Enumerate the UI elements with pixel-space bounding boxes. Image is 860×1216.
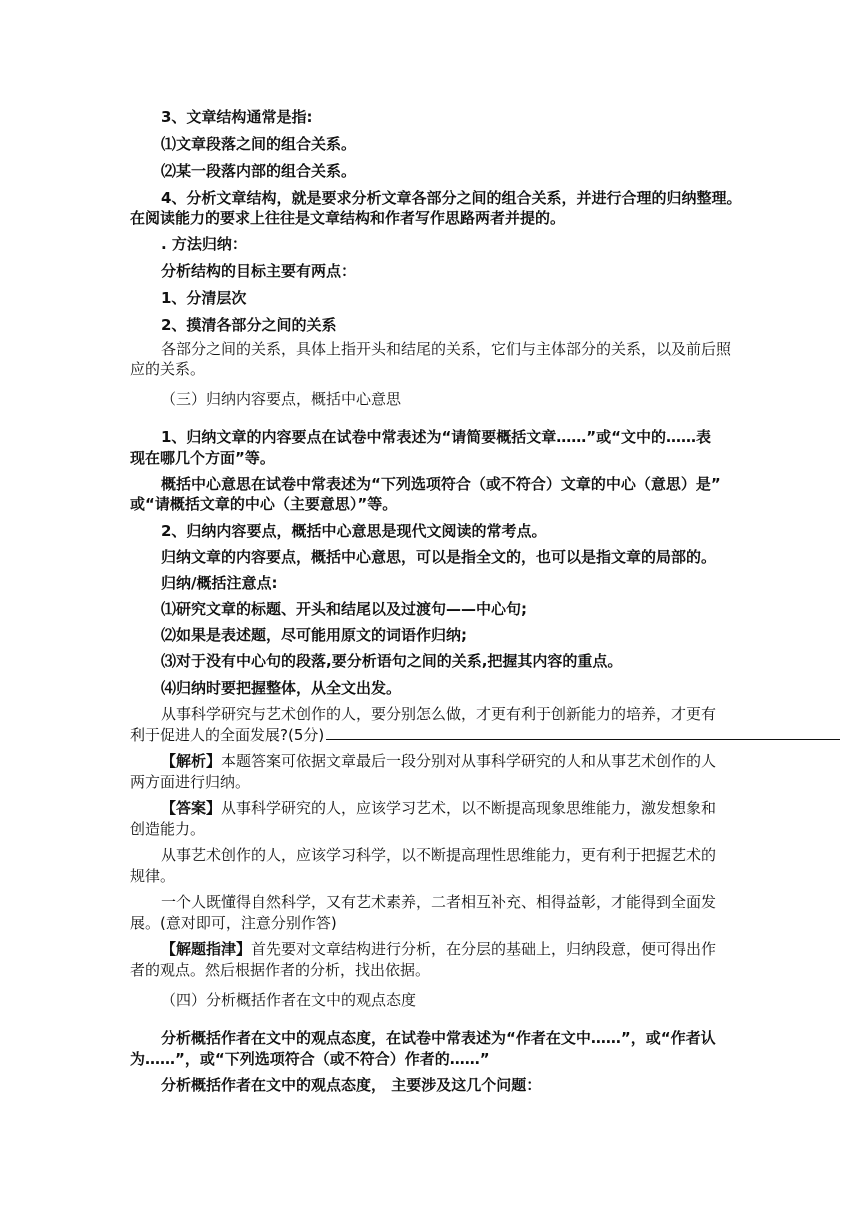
text-line: ⑴文章段落之间的组合关系。 xyxy=(161,135,357,153)
hint-tag: 【解题指津】 xyxy=(161,940,252,958)
text-line: 展。(意对即可，注意分别作答) xyxy=(130,914,337,932)
text-line: 归纳/概括注意点: xyxy=(161,574,278,592)
answer-line xyxy=(161,798,716,818)
text-line: ⑶对于没有中心句的段落,要分析语句之间的关系,把握其内容的重点。 xyxy=(161,652,623,670)
text-line: 4、分析文章结构，就是要求分析文章各部分之间的组合关系，并进行合理的归纳整理。 xyxy=(161,189,742,207)
text-line: 应的关系。 xyxy=(130,360,206,378)
text-line: 归纳文章的内容要点，概括中心意思，可以是指全文的，也可以是指文章的局部的。 xyxy=(161,548,717,566)
answer-blank xyxy=(326,725,840,740)
text-line: 1、归纳文章的内容要点在试卷中常表述为“请简要概括文章……”或“文中的……表 xyxy=(161,428,712,446)
section-heading: （四）分析概括作者在文中的观点态度 xyxy=(161,991,417,1009)
text-line: ⑵如果是表述题，尽可能用原文的词语作归纳; xyxy=(161,626,468,644)
text-line: 2、归纳内容要点，概括中心意思是现代文阅读的常考点。 xyxy=(161,522,547,540)
text-line: 3、文章结构通常是指: xyxy=(161,108,313,126)
text-line: 在阅读能力的要求上往往是文章结构和作者写作思路两者并提的。 xyxy=(130,209,566,227)
text-line: ⑴研究文章的标题、开头和结尾以及过渡句——中心句; xyxy=(161,600,528,618)
text-line: . 方法归纳： xyxy=(161,235,247,253)
hint-line xyxy=(161,939,716,959)
text-line: ⑷归纳时要把握整体，从全文出发。 xyxy=(161,679,402,697)
text-line: 规律。 xyxy=(130,867,176,885)
text-line: 一个人既懂得自然科学，又有艺术素养，二者相互补充、相得益彰，才能得到全面发 xyxy=(161,893,717,911)
question-text: 利于促进人的全面发展?(5分) xyxy=(130,726,325,744)
question-line xyxy=(130,725,840,745)
text-line: 分析结构的目标主要有两点： xyxy=(161,262,357,280)
text-line: 两方面进行归纳。 xyxy=(130,773,251,791)
text-line: 分析概括作者在文中的观点态度，在试卷中常表述为“作者在文中……”，或“作者认 xyxy=(161,1029,716,1047)
text-line: 创造能力。 xyxy=(130,820,206,838)
hint-text: 首先要对文章结构进行分析，在分层的基础上，归纳段意，便可得出作 xyxy=(251,940,717,958)
text-line: 概括中心意思在试卷中常表述为“下列选项符合（或不符合）文章的中心（意思）是” xyxy=(161,475,721,493)
text-line: 为……”，或“下列选项符合（或不符合）作者的……” xyxy=(130,1050,490,1068)
text-line: 者的观点。然后根据作者的分析，找出依据。 xyxy=(130,961,431,979)
answer-text: 从事科学研究的人，应该学习艺术，以不断提高现象思维能力，激发想象和 xyxy=(221,799,717,817)
section-heading: （三）归纳内容要点，概括中心意思 xyxy=(161,390,402,408)
text-line: 1、分清层次 xyxy=(161,289,247,307)
text-line: 或“请概括文章的中心（主要意思）”等。 xyxy=(130,495,398,513)
text-line: 各部分之间的关系，具体上指开头和结尾的关系，它们与主体部分的关系，以及前后照 xyxy=(161,340,732,358)
text-line: ⑵某一段落内部的组合关系。 xyxy=(161,162,357,180)
text-line: 从事艺术创作的人，应该学习科学，以不断提高理性思维能力，更有利于把握艺术的 xyxy=(161,846,717,864)
analysis-line xyxy=(161,751,716,771)
text-line: 现在哪几个方面”等。 xyxy=(130,449,275,467)
analysis-text: 本题答案可依据文章最后一段分别对从事科学研究的人和从事艺术创作的人 xyxy=(221,752,717,770)
analysis-tag: 【解析】 xyxy=(161,752,222,770)
text-line: 从事科学研究与艺术创作的人，要分别怎么做，才更有利于创新能力的培养，才更有 xyxy=(161,705,717,723)
text-line: 2、摸清各部分之间的关系 xyxy=(161,316,337,334)
text-line: 分析概括作者在文中的观点态度， 主要涉及这几个问题： xyxy=(161,1076,542,1094)
answer-tag: 【答案】 xyxy=(161,799,222,817)
